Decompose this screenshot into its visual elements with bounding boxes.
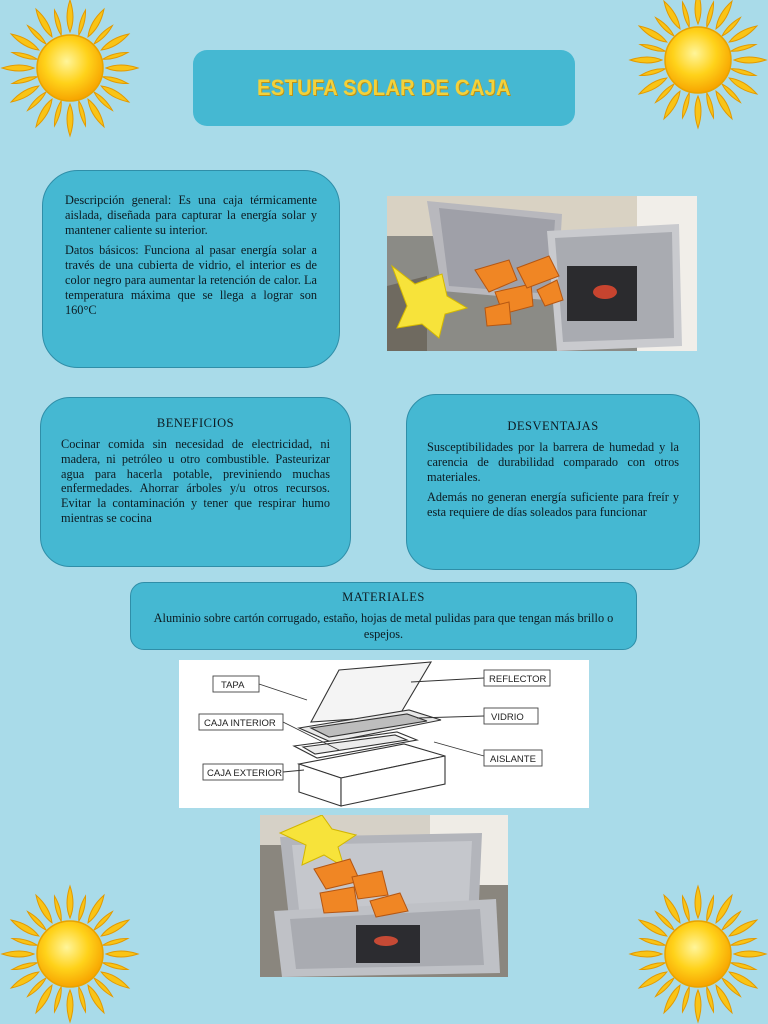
sun-decoration-bottom-left: [0, 884, 140, 1024]
page-title: ESTUFA SOLAR DE CAJA: [257, 75, 511, 100]
label-caja-exterior: CAJA EXTERIOR: [207, 768, 282, 779]
disadvantages-text-2: Además no generan energía suficiente para freír y esta requiere de días soleados para funcionar: [427, 490, 679, 520]
disadvantages-text-1: Susceptibilidades por la barrera de humedad y la carencia de durabilidad comparado con otros materiales.: [427, 440, 679, 484]
materials-text: Aluminio sobre cartón corrugado, estaño, hojas de metal pulidas para que tengan más brillo o espejos.: [153, 611, 614, 641]
materials-box: [130, 582, 637, 650]
label-tapa: TAPA: [221, 680, 245, 691]
solar-oven-photo-bottom: [260, 815, 508, 977]
title-banner: [193, 50, 575, 126]
description-box: [42, 170, 340, 368]
benefits-heading: BENEFICIOS: [156, 416, 235, 430]
sun-decoration-top-right: [628, 0, 768, 130]
materials-heading: MATERIALES: [342, 590, 425, 604]
solar-oven-diagram: [179, 660, 589, 808]
disadvantages-heading: DESVENTAJAS: [507, 419, 599, 433]
label-caja-interior: CAJA INTERIOR: [204, 718, 276, 729]
label-aislante: AISLANTE: [490, 754, 536, 765]
sun-decoration-top-left: [0, 0, 140, 138]
label-vidrio: VIDRIO: [491, 712, 524, 723]
benefits-box: [40, 397, 351, 567]
description-general: Descripción general: Es una caja térmicamente aislada, diseñada para capturar la energía solar y mantener caliente su interior.: [65, 193, 317, 237]
description-basics: Datos básicos: Funciona al pasar energía solar a través de una cubierta de vidrio, el interior es de color negro para aumentar la retención de calor. La temperatura máxima que se llega a lograr son 160°C: [65, 243, 317, 317]
solar-oven-photo-top: [387, 196, 697, 351]
disadvantages-box: [406, 394, 700, 570]
label-reflector: REFLECTOR: [489, 674, 547, 685]
sun-decoration-bottom-right: [628, 884, 768, 1024]
benefits-text: Cocinar comida sin necesidad de electricidad, ni madera, ni petróleo u otro combustible. Pasteurizar agua para hacerla potable, previniendo muchas enfermedades. Ahorrar árboles y/u otros recursos. Evitar la contaminación y tener que respirar humo mientras se cocina: [61, 437, 330, 525]
